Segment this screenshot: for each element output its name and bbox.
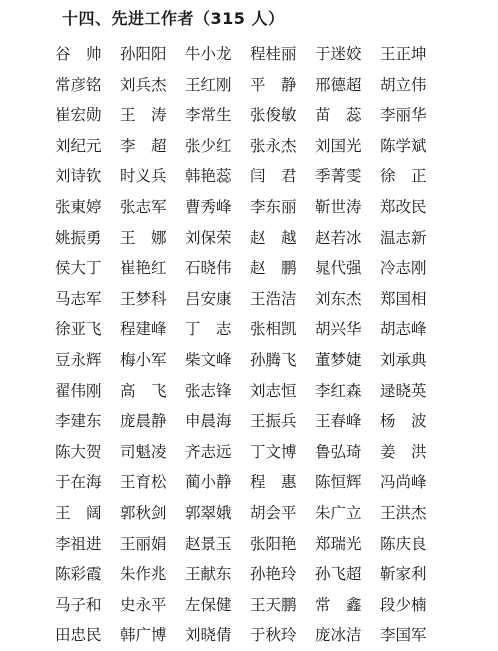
name-entry: 韩艳蕊 <box>185 167 232 186</box>
name-entry: 马子和 <box>55 595 102 614</box>
name-entry: 牛小龙 <box>185 45 232 63</box>
name-entry: 朱广立 <box>315 503 362 522</box>
name-entry: 王丽娟 <box>120 534 167 553</box>
name-entry: 刘晓倩 <box>185 626 232 645</box>
name-entry: 李东丽 <box>250 197 297 216</box>
name-entry: 王 娜 <box>120 228 167 247</box>
name-entry: 刘纪元 <box>55 136 102 155</box>
name-entry: 李丽华 <box>380 106 427 125</box>
name-entry: 郭秋剑 <box>120 503 167 522</box>
name-entry: 丁文博 <box>250 442 297 461</box>
name-entry: 王春峰 <box>315 412 362 431</box>
name-entry: 赵若冰 <box>315 228 362 247</box>
name-entry: 程建峰 <box>120 320 167 339</box>
name-entry: 孙飞超 <box>315 565 362 584</box>
name-entry: 张俊敏 <box>250 106 297 125</box>
name-entry: 常 鑫 <box>315 595 362 614</box>
name-entry: 刘承典 <box>380 350 427 369</box>
name-entry: 胡兴华 <box>315 320 362 339</box>
name-entry: 晁代强 <box>315 259 362 278</box>
name-entry: 刘兵杰 <box>120 75 167 94</box>
name-entry: 杨 波 <box>380 412 427 431</box>
name-entry: 崔艳红 <box>120 259 167 278</box>
name-entry: 张相凯 <box>250 320 297 339</box>
name-entry: 于在海 <box>55 473 102 492</box>
name-entry: 王正坤 <box>380 45 427 63</box>
name-entry: 刘国光 <box>315 136 362 155</box>
name-entry: 郑改民 <box>380 197 427 216</box>
name-entry: 谷 帅 <box>55 45 102 63</box>
name-entry: 王梦科 <box>120 289 167 308</box>
name-entry: 常彦铭 <box>55 75 102 94</box>
name-entry: 庞冰洁 <box>315 626 362 645</box>
name-entry: 李红森 <box>315 381 362 400</box>
name-entry: 王洪杰 <box>380 503 427 522</box>
name-entry: 刘保荣 <box>185 228 232 247</box>
name-entry: 左保健 <box>185 595 232 614</box>
name-entry: 李常生 <box>185 106 232 125</box>
name-entry: 王红刚 <box>185 75 232 94</box>
name-entry: 靳世涛 <box>315 197 362 216</box>
name-entry: 翟伟刚 <box>55 381 102 400</box>
name-entry: 程 惠 <box>250 473 297 492</box>
name-entry: 胡会平 <box>250 503 297 522</box>
name-entry: 豆永辉 <box>55 350 102 369</box>
name-entry: 邢德超 <box>315 75 362 94</box>
name-entry: 胡志峰 <box>380 320 427 339</box>
name-entry: 刘诗钦 <box>55 167 102 186</box>
name-entry: 史永平 <box>120 595 167 614</box>
name-entry: 吕安康 <box>185 289 232 308</box>
name-list <box>55 39 447 651</box>
name-entry: 孙阳阳 <box>120 45 167 63</box>
name-entry: 梅小军 <box>120 350 167 369</box>
name-entry: 于迷姣 <box>315 45 362 63</box>
name-entry: 孙艳玲 <box>250 565 297 584</box>
name-entry: 丁 志 <box>185 320 232 339</box>
name-entry: 李建东 <box>55 412 102 431</box>
name-entry: 徐 正 <box>380 167 427 186</box>
name-entry: 朱作兆 <box>120 565 167 584</box>
name-entry: 张阳艳 <box>250 534 297 553</box>
name-entry: 陈恒辉 <box>315 473 362 492</box>
name-entry: 张永杰 <box>250 136 297 155</box>
name-entry: 季菁雯 <box>315 167 362 186</box>
name-entry: 王献东 <box>185 565 232 584</box>
name-entry: 王育松 <box>120 473 167 492</box>
name-entry: 田忠民 <box>55 626 102 645</box>
name-entry: 刘志恒 <box>250 381 297 400</box>
name-entry: 郭翠娥 <box>185 503 232 522</box>
name-entry: 陈学斌 <box>380 136 427 155</box>
name-entry: 郑国相 <box>380 289 427 308</box>
name-entry: 靳家利 <box>380 565 427 584</box>
name-entry: 张東婷 <box>55 197 102 216</box>
name-entry: 韩广博 <box>120 626 167 645</box>
name-entry: 申晨海 <box>185 412 232 431</box>
name-entry: 孙腾飞 <box>250 350 297 369</box>
name-entry: 曹秀峰 <box>185 197 232 216</box>
name-entry: 程桂丽 <box>250 45 297 63</box>
name-entry: 李国军 <box>380 626 427 645</box>
name-entry: 时义兵 <box>120 167 167 186</box>
name-entry: 王天鹏 <box>250 595 297 614</box>
name-entry: 高 飞 <box>120 381 167 400</box>
name-entry: 闫 君 <box>250 167 297 186</box>
name-entry: 胡立伟 <box>380 75 427 94</box>
section-title: 十四、先进工作者（315 人） <box>62 9 285 28</box>
name-entry: 徐亚飞 <box>55 320 102 339</box>
name-entry: 李 超 <box>120 136 167 155</box>
name-entry: 张志锋 <box>185 381 232 400</box>
name-entry: 姚振勇 <box>55 228 102 247</box>
name-entry: 冷志刚 <box>380 259 427 278</box>
name-entry: 侯大丁 <box>55 259 102 278</box>
name-entry: 庞晨静 <box>120 412 167 431</box>
name-entry: 于秋玲 <box>250 626 297 645</box>
name-entry: 司魁凌 <box>120 442 167 461</box>
name-entry: 张少红 <box>185 136 232 155</box>
name-entry: 陈大贺 <box>55 442 102 461</box>
name-entry: 姜 洪 <box>380 442 427 461</box>
name-entry: 王 阔 <box>55 503 102 522</box>
name-entry: 逯晓英 <box>380 381 427 400</box>
name-entry: 王浩洁 <box>250 289 297 308</box>
name-entry: 赵 越 <box>250 228 297 247</box>
name-entry: 温志新 <box>380 228 427 247</box>
name-entry: 董梦婕 <box>315 350 362 369</box>
name-entry: 苗 蕊 <box>315 106 362 125</box>
name-entry: 王 涛 <box>120 106 167 125</box>
name-entry: 平 静 <box>250 75 297 94</box>
name-entry: 崔宏勋 <box>55 106 102 125</box>
name-entry: 张志军 <box>120 197 167 216</box>
name-entry: 马志军 <box>55 289 102 308</box>
name-entry: 刘东杰 <box>315 289 362 308</box>
name-entry: 蔺小静 <box>185 473 232 492</box>
name-entry: 齐志远 <box>185 442 232 461</box>
name-entry: 冯尚峰 <box>380 473 427 492</box>
name-entry: 王振兵 <box>250 412 297 431</box>
name-entry: 赵 鹏 <box>250 259 297 278</box>
name-entry: 李祖进 <box>55 534 102 553</box>
name-entry: 鲁弘琦 <box>315 442 362 461</box>
name-entry: 郑瑞光 <box>315 534 362 553</box>
name-entry: 陈庆良 <box>380 534 427 553</box>
name-entry: 柴文峰 <box>185 350 232 369</box>
name-entry: 段少楠 <box>380 595 427 614</box>
name-entry: 陈彩霞 <box>55 565 102 584</box>
name-entry: 石晓伟 <box>185 259 232 278</box>
name-entry: 赵景玉 <box>185 534 232 553</box>
